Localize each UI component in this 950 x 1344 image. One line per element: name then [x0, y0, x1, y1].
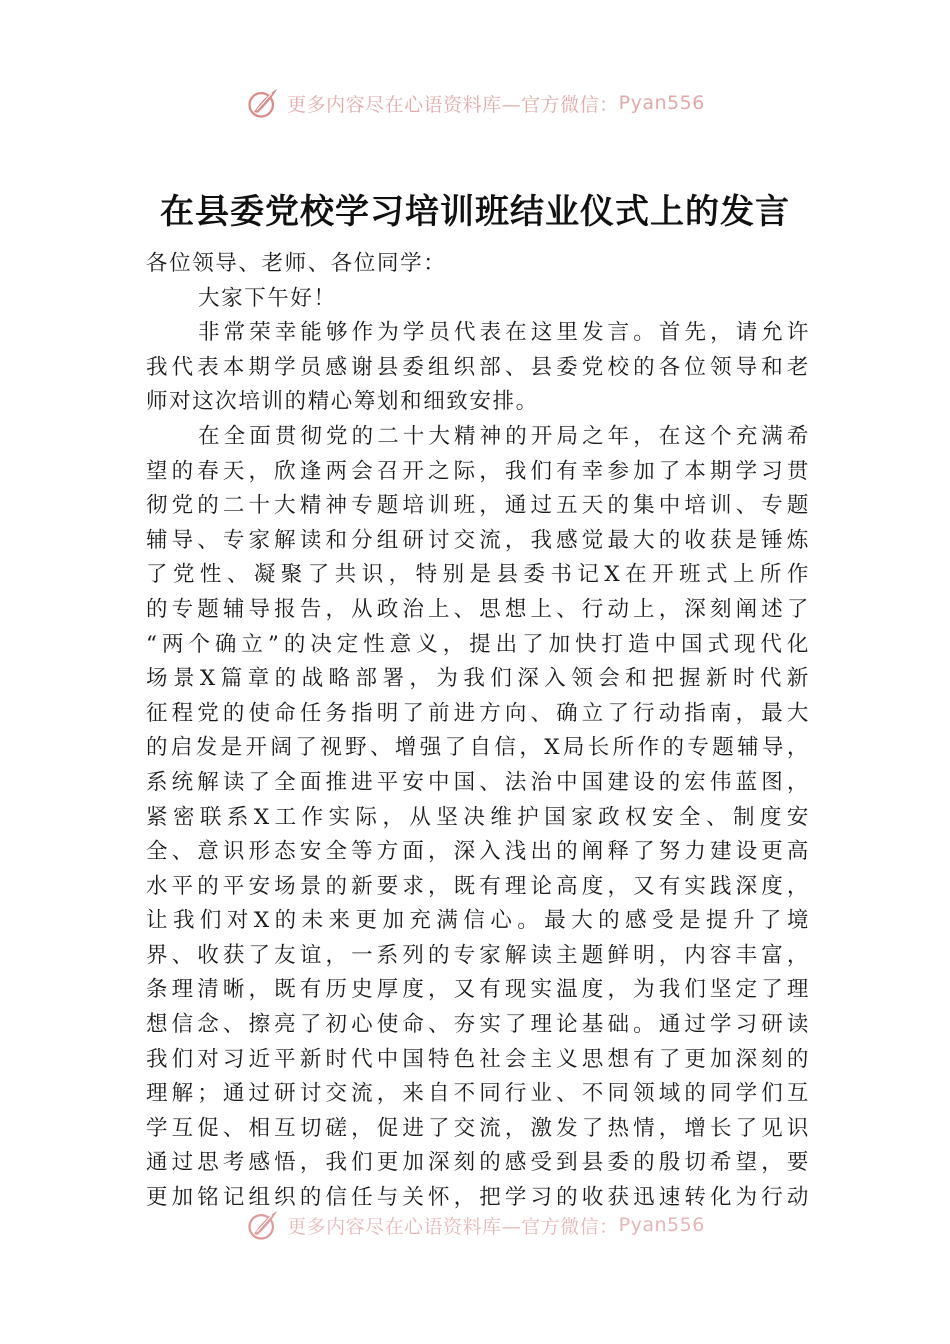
quill-pen-logo-icon: [245, 1207, 281, 1243]
body-line: “两个确立”的决定性意义，提出了加快打造中国式现代化: [146, 631, 810, 657]
body-line: 征程党的使命任务指明了前进方向、确立了行动指南，最大: [146, 700, 810, 726]
body-line: 更加铭记组织的信任与关怀，把学习的收获迅速转化为行动: [146, 1185, 810, 1211]
body-line: 望的春天，欣逢两会召开之际，我们有幸参加了本期学习贯: [146, 458, 810, 484]
body-line: 的专题辅导报告，从政治上、思想上、行动上，深刻阐述了: [146, 596, 810, 622]
body-line: 师对这次培训的精心筹划和细致安排。: [146, 389, 539, 415]
body-line: 条理清晰，既有历史厚度，又有现实温度，为我们坚定了理: [146, 977, 810, 1003]
body-line: 我们对习近平新时代中国特色社会主义思想有了更加深刻的: [146, 1046, 810, 1072]
watermark-text: 更多内容尽在心语资料库—官方微信：: [287, 1215, 619, 1238]
document-body: [146, 247, 810, 1216]
footer-watermark: [0, 1205, 950, 1245]
body-line: 让我们对X的未来更加充满信心。最大的感受是提升了境: [146, 908, 810, 934]
body-line: 水平的平安场景的新要求，既有理论高度，又有实践深度，: [146, 873, 810, 899]
body-line: 紧密联系X工作实际，从坚决维护国家政权安全、制度安: [146, 804, 810, 830]
watermark-id: Pyan556: [618, 1214, 705, 1236]
body-line: 在全面贯彻党的二十大精神的开局之年，在这个充满希: [198, 423, 810, 449]
greeting-line: 大家下午好！: [198, 285, 337, 311]
body-line: 彻党的二十大精神专题培训班，通过五天的集中培训、专题: [146, 493, 810, 519]
watermark-text: 更多内容尽在心语资料库—官方微信：: [287, 93, 619, 116]
watermark-id: Pyan556: [618, 92, 705, 114]
body-line: 我代表本期学员感谢县委组织部、县委党校的各位领导和老: [146, 354, 810, 380]
document-title: 在县委党校学习培训班结业仪式上的发言: [160, 192, 790, 232]
body-line: 的启发是开阔了视野、增强了自信，X局长所作的专题辅导，: [146, 735, 810, 761]
body-line: 场景X篇章的战略部署，为我们深入领会和把握新时代新: [146, 666, 810, 692]
body-line: 了党性、凝聚了共识，特别是县委书记X在开班式上所作: [146, 562, 810, 588]
body-line: 理解；通过研讨交流，来自不同行业、不同领域的同学们互: [146, 1081, 810, 1107]
salutation-line: 各位领导、老师、各位同学：: [146, 251, 447, 276]
body-line: 通过思考感悟，我们更加深刻的感受到县委的殷切希望，要: [146, 1150, 810, 1176]
body-line: 界、收获了友谊，一系列的专家解读主题鲜明，内容丰富，: [146, 942, 810, 968]
body-line: 全、意识形态安全等方面，深入浅出的阐释了努力建设更高: [146, 839, 810, 865]
quill-pen-logo-icon: [245, 85, 281, 121]
body-line: 想信念、擦亮了初心使命、夯实了理论基础。通过学习研读: [146, 1012, 810, 1038]
body-line: 学互促、相互切磋，促进了交流，激发了热情，增长了见识: [146, 1115, 810, 1141]
body-line: 系统解读了全面推进平安中国、法治中国建设的宏伟蓝图，: [146, 769, 810, 795]
body-line: 辅导、专家解读和分组研讨交流，我感觉最大的收获是锤炼: [146, 527, 810, 553]
body-line: 非常荣幸能够作为学员代表在这里发言。首先，请允许: [198, 320, 810, 346]
header-watermark: [0, 83, 950, 123]
